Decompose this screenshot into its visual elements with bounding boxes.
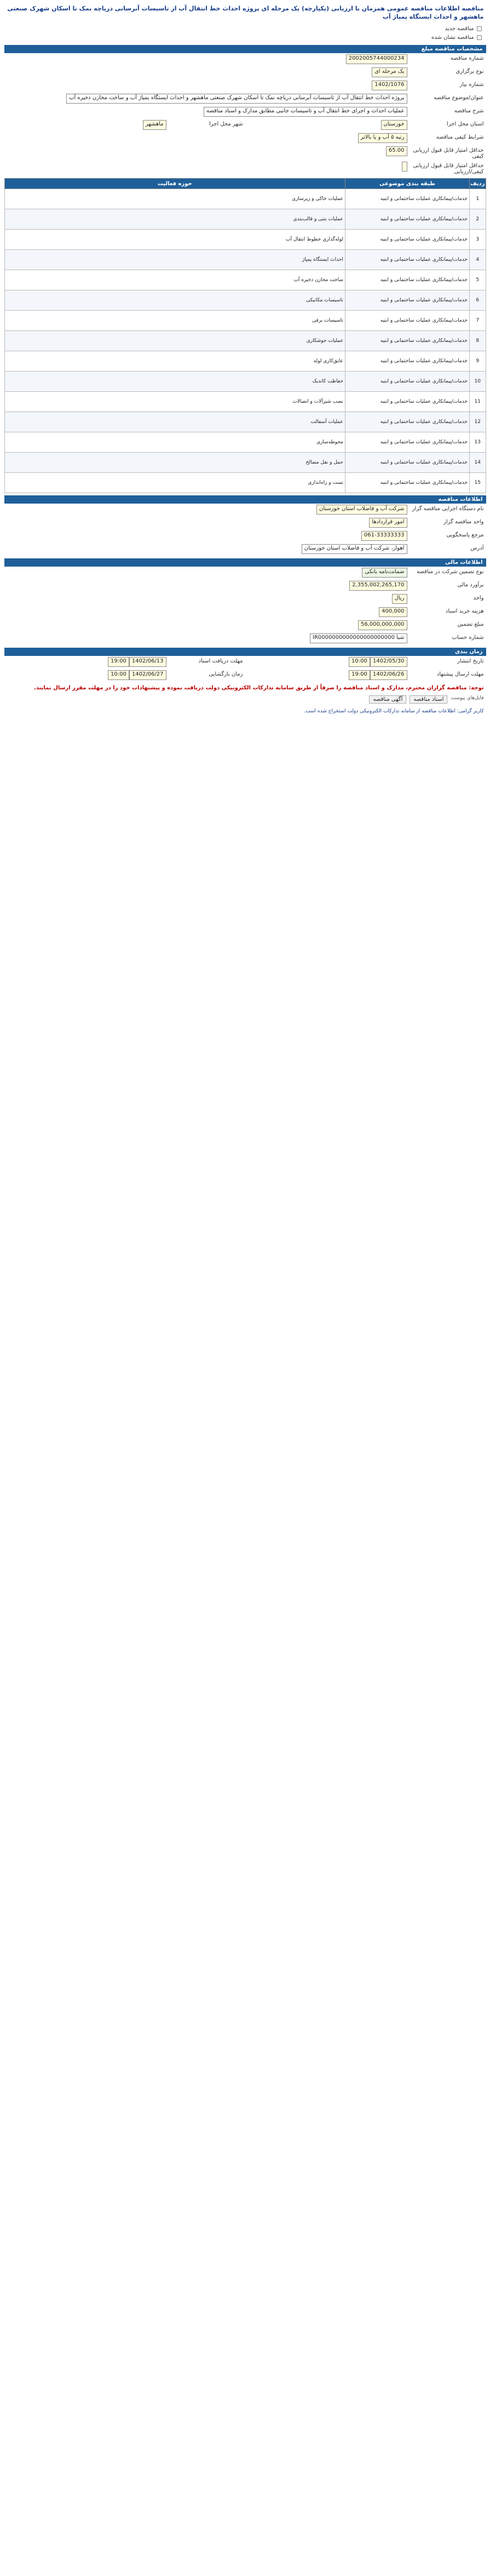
notice-text: توجه: مناقصه گزاران محترم، مدارک و اسناد مناقصه را صرفاً از طریق سامانه تدارکات الکترونیکی دولت دریافت نموده و پیشنهادات خود را در مهلت مقرر ارسال نمایند. bbox=[34, 685, 484, 691]
doc-date: 1402/06/13 bbox=[129, 657, 166, 667]
estimate-field: 2,355,002,265,170 bbox=[349, 581, 407, 591]
unit-field: امور قراردادها bbox=[369, 518, 407, 528]
section-details: اطلاعات مناقصه bbox=[4, 495, 486, 504]
table-body bbox=[4, 189, 486, 493]
table-row bbox=[4, 250, 486, 270]
table-cell-unit: خدمات/پیمانکاری عملیات ساختمانی و ابنیه bbox=[345, 189, 469, 209]
table-cell-desc: عملیات آسفالت bbox=[4, 412, 345, 432]
org-row: نام دستگاه اجرایی مناقصه گزار شرکت آب و فاضلاب استان خوزستان bbox=[4, 504, 486, 517]
table-cell-num: 11 bbox=[469, 392, 486, 412]
table-row bbox=[4, 473, 486, 493]
table-cell-desc: عملیات بتنی و قالب‌بندی bbox=[4, 209, 345, 230]
description-row: شرح مناقصه عملیات احداث و اجرای خط انتقال آب و تاسیسات جانبی مطابق مدارک و اسناد مناقصه bbox=[4, 106, 486, 119]
type-field: یک مرحله ای bbox=[372, 67, 407, 77]
table-cell-desc: عملیات جوشکاری bbox=[4, 331, 345, 351]
file-ad-link[interactable]: آگهی مناقصه bbox=[369, 695, 406, 704]
address-row: آدرس اهواز، شرکت آب و فاضلاب استان خوزستان bbox=[4, 543, 486, 556]
col-num: ردیف bbox=[469, 179, 486, 189]
table-row bbox=[4, 331, 486, 351]
tender-number-row: شماره مناقصه 2002005744000234 bbox=[4, 53, 486, 66]
tender-number-field: 2002005744000234 bbox=[346, 54, 407, 64]
table-cell-unit: خدمات/پیمانکاری عملیات ساختمانی و ابنیه bbox=[345, 392, 469, 412]
estimate-row: برآورد مالی 2,355,002,265,170 bbox=[4, 580, 486, 593]
attachments: فایل‌های پیوست اسناد مناقصه آگهی مناقصه bbox=[4, 694, 486, 705]
table-cell-desc: تست و راه‌اندازی bbox=[4, 473, 345, 493]
dates-row-2: مهلت ارسال پیشنهاد 1402/06/26 19:00 زمان بازگشایی 1402/06/27 10:00 bbox=[4, 669, 486, 682]
col-unit: طبقه بندی موضوعی bbox=[345, 179, 469, 189]
pinned-tender-link[interactable]: مناقصه نشان شده bbox=[9, 33, 482, 42]
table-cell-unit: خدمات/پیمانکاری عملیات ساختمانی و ابنیه bbox=[345, 331, 469, 351]
subject-row: عنوان/موضوع مناقصه پروژه احداث خط انتقال آب از تاسیسات آبرسانی دریاچه نمک تا اسکان شهرک صنعتی ماهشهر و احداث ایستگاه پمپاژ آب و ساخت مخازن ذخیره آب bbox=[4, 93, 486, 106]
table-cell-unit: خدمات/پیمانکاری عملیات ساختمانی و ابنیه bbox=[345, 453, 469, 473]
guarantee-amount-field: 56,000,000,000 bbox=[358, 620, 407, 630]
table-cell-unit: خدمات/پیمانکاری عملیات ساختمانی و ابنیه bbox=[345, 290, 469, 311]
city-field: ماهشهر bbox=[143, 120, 166, 130]
description-field: عملیات احداث و اجرای خط انتقال آب و تاسیسات جانبی مطابق مدارک و اسناد مناقصه bbox=[204, 107, 407, 117]
table-cell-num: 3 bbox=[469, 230, 486, 250]
min-score2-field bbox=[402, 162, 407, 172]
table-row bbox=[4, 230, 486, 250]
table-row bbox=[4, 412, 486, 432]
table-cell-num: 14 bbox=[469, 453, 486, 473]
table-cell-unit: خدمات/پیمانکاری عملیات ساختمانی و ابنیه bbox=[345, 230, 469, 250]
table-cell-desc: عایق‌کاری لوله bbox=[4, 351, 345, 372]
unit-row: واحد مناقصه گزار امور قراردادها bbox=[4, 517, 486, 530]
submit-date: 1402/06/26 bbox=[370, 670, 407, 680]
table-cell-num: 4 bbox=[469, 250, 486, 270]
account-field: شبا IR0000000000000000000000 bbox=[310, 633, 407, 643]
table-cell-num: 15 bbox=[469, 473, 486, 493]
currency-field: ریال bbox=[392, 594, 407, 604]
guarantee-type-row: نوع تضمین شرکت در مناقصه ضمانت‌نامه بانکی bbox=[4, 567, 486, 580]
table-cell-unit: خدمات/پیمانکاری عملیات ساختمانی و ابنیه bbox=[345, 209, 469, 230]
table-cell-unit: خدمات/پیمانکاری عملیات ساختمانی و ابنیه bbox=[345, 250, 469, 270]
grade-row: شرایط کیفی مناقصه رتبه ۵ آب و یا بالاتر bbox=[4, 132, 486, 145]
table-cell-num: 13 bbox=[469, 432, 486, 453]
table-cell-num: 6 bbox=[469, 290, 486, 311]
publish-time: 10:00 bbox=[349, 657, 370, 667]
table-cell-desc: نصب شیرآلات و اتصالات bbox=[4, 392, 345, 412]
table-cell-desc: عملیات خاکی و زیرسازی bbox=[4, 189, 345, 209]
table-cell-unit: خدمات/پیمانکاری عملیات ساختمانی و ابنیه bbox=[345, 412, 469, 432]
table-cell-desc: حفاظت کاتدیک bbox=[4, 372, 345, 392]
contact-field: 061-33333333 bbox=[361, 531, 407, 541]
file-docs-link[interactable]: اسناد مناقصه bbox=[410, 695, 447, 704]
table-cell-unit: خدمات/پیمانکاری عملیات ساختمانی و ابنیه bbox=[345, 270, 469, 290]
table-cell-unit: خدمات/پیمانکاری عملیات ساختمانی و ابنیه bbox=[345, 432, 469, 453]
table-cell-desc: ساخت مخازن ذخیره آب bbox=[4, 270, 345, 290]
submit-time: 19:00 bbox=[349, 670, 370, 680]
account-row: شماره حساب شبا IR0000000000000000000000 bbox=[4, 632, 486, 646]
table-row bbox=[4, 270, 486, 290]
currency-row: واحد ریال bbox=[4, 593, 486, 606]
table-cell-desc: حمل و نقل مصالح bbox=[4, 453, 345, 473]
page-title: مناقصه اطلاعات مناقصه عمومی همزمان با ارزیابی (یکپارچه) یک مرحله ای پروژه احداث خط انتقال آب از تاسیسات آبرسانی دریاچه نمک تا اسکان شهرک صنعتی ماهشهر و احداث ایستگاه پمپاژ آب bbox=[7, 5, 484, 20]
footer-note: کاربر گرامی: اطلاعات مناقصه از سامانه تدارکات الکترونیکی دولت استخراج شده است. bbox=[304, 709, 484, 714]
tender-menu bbox=[4, 23, 486, 43]
org-field: شرکت آب و فاضلاب استان خوزستان bbox=[316, 505, 407, 515]
open-time: 10:00 bbox=[108, 670, 129, 680]
table-row bbox=[4, 351, 486, 372]
address-field: اهواز، شرکت آب و فاضلاب استان خوزستان bbox=[302, 544, 407, 554]
publish-date: 1402/05/30 bbox=[370, 657, 407, 667]
table-row bbox=[4, 311, 486, 331]
doc-time: 19:00 bbox=[108, 657, 129, 667]
col-desc: حوزه فعالیت bbox=[4, 179, 345, 189]
need-number-field: 1402/1076 bbox=[372, 81, 407, 90]
section-info: مشخصات مناقصه مبلغ bbox=[4, 45, 486, 53]
need-number-row: شماره نیاز 1402/1076 bbox=[4, 79, 486, 93]
doc-price-row: هزینه خرید اسناد 400,000 bbox=[4, 606, 486, 619]
new-tender-link[interactable]: مناقصه جدید bbox=[9, 24, 482, 33]
table-cell-desc: تاسیسات برقی bbox=[4, 311, 345, 331]
doc-price-field: 400,000 bbox=[379, 607, 407, 617]
table-row bbox=[4, 453, 486, 473]
grade-field: رتبه ۵ آب و یا بالاتر bbox=[358, 133, 407, 143]
type-row: نوع برگزاری یک مرحله ای bbox=[4, 66, 486, 79]
table-cell-num: 7 bbox=[469, 311, 486, 331]
bullet-icon bbox=[477, 35, 482, 40]
table-cell-unit: خدمات/پیمانکاری عملیات ساختمانی و ابنیه bbox=[345, 473, 469, 493]
activity-table bbox=[4, 178, 486, 493]
guarantee-amount-row: مبلغ تضمین 56,000,000,000 bbox=[4, 619, 486, 632]
table-cell-num: 2 bbox=[469, 209, 486, 230]
contact-row: مرجع پاسخگویی 061-33333333 bbox=[4, 530, 486, 543]
table-cell-num: 1 bbox=[469, 189, 486, 209]
bullet-icon bbox=[477, 26, 482, 31]
table-row bbox=[4, 432, 486, 453]
guarantee-type-field: ضمانت‌نامه بانکی bbox=[362, 568, 407, 578]
table-row bbox=[4, 189, 486, 209]
table-cell-num: 12 bbox=[469, 412, 486, 432]
table-cell-num: 5 bbox=[469, 270, 486, 290]
min-score-row: حداقل امتیاز قابل قبول ارزیابی کیفی 65.00 bbox=[4, 145, 486, 161]
table-cell-desc: محوطه‌سازی bbox=[4, 432, 345, 453]
table-row bbox=[4, 290, 486, 311]
min-score-field: 65.00 bbox=[386, 146, 407, 156]
table-cell-num: 8 bbox=[469, 331, 486, 351]
table-cell-desc: لوله‌گذاری خطوط انتقال آب bbox=[4, 230, 345, 250]
table-cell-desc: احداث ایستگاه پمپاژ bbox=[4, 250, 345, 270]
section-dates: زمان بندی bbox=[4, 648, 486, 656]
table-cell-num: 10 bbox=[469, 372, 486, 392]
table-row bbox=[4, 372, 486, 392]
table-header bbox=[4, 179, 486, 189]
table-cell-unit: خدمات/پیمانکاری عملیات ساختمانی و ابنیه bbox=[345, 372, 469, 392]
table-row bbox=[4, 209, 486, 230]
subject-field: پروژه احداث خط انتقال آب از تاسیسات آبرسانی دریاچه نمک تا اسکان شهرک صنعتی ماهشهر و احداث ایستگاه پمپاژ آب و ساخت مخازن ذخیره آب bbox=[66, 94, 407, 104]
open-date: 1402/06/27 bbox=[129, 670, 166, 680]
section-financial: اطلاعات مالی bbox=[4, 558, 486, 567]
table-cell-unit: خدمات/پیمانکاری عملیات ساختمانی و ابنیه bbox=[345, 351, 469, 372]
table-cell-desc: تاسیسات مکانیکی bbox=[4, 290, 345, 311]
dates-row-1: تاریخ انتشار 1402/05/30 10:00 مهلت دریافت اسناد 1402/06/13 19:00 bbox=[4, 656, 486, 669]
min-score2-row: حداقل امتیاز قابل قبول ارزیابی کیفی/ارزیابی bbox=[4, 161, 486, 176]
table-row bbox=[4, 392, 486, 412]
location-row: استان محل اجرا خوزستان شهر محل اجرا ماهشهر bbox=[4, 119, 486, 132]
table-cell-unit: خدمات/پیمانکاری عملیات ساختمانی و ابنیه bbox=[345, 311, 469, 331]
table-cell-num: 9 bbox=[469, 351, 486, 372]
province-field: خوزستان bbox=[381, 120, 407, 130]
